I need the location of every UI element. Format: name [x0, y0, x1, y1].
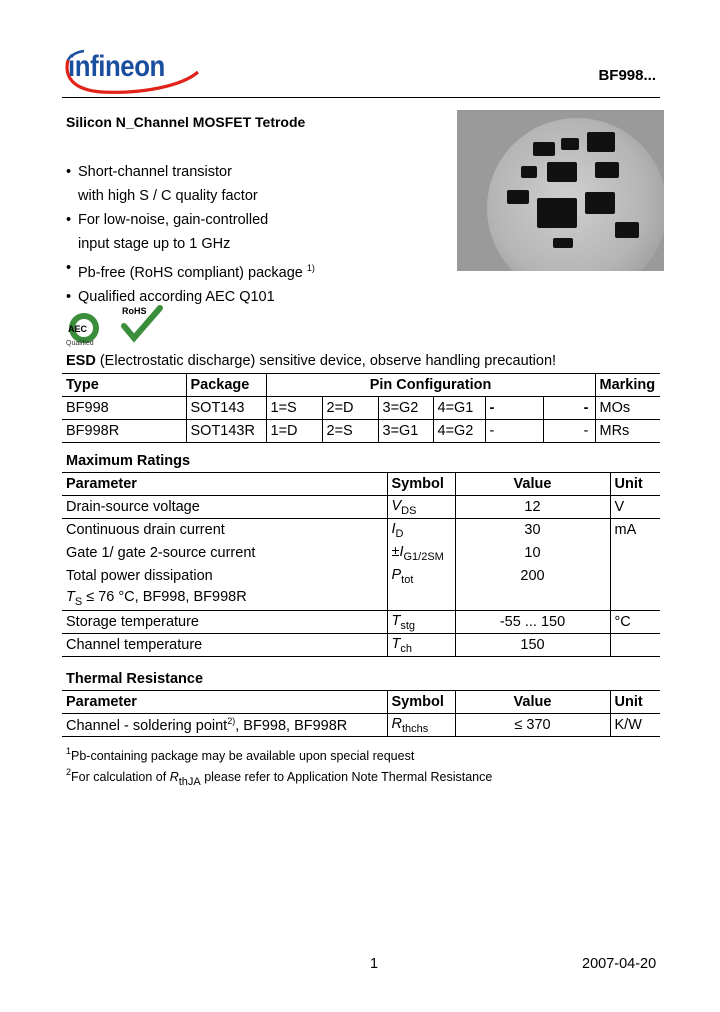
svg-text:Qualified: Qualified — [66, 340, 94, 347]
document-date: 2007-04-20 — [582, 956, 657, 972]
table-row: Channel temperature $T_{ch}$ 150 — [62, 634, 660, 657]
table-row: Channel - soldering point$^{2)}$, BF998, BF998R $R_{thchs}$ ≤ 370 K/W — [62, 714, 660, 737]
footnote: $^2$For calculation of $R_{thJA}$ please refer to Application Note Thermal Resistance — [66, 767, 493, 788]
header-rule — [62, 97, 660, 98]
type-table — [62, 373, 660, 443]
qualification-badges — [62, 304, 172, 348]
table-row: Drain-source voltage $V_{DS}$ 12 V — [62, 496, 660, 519]
feature-list — [66, 160, 315, 309]
feature-item: • Qualified according AEC Q101 — [66, 289, 275, 305]
feature-item: • For low-noise, gain-controlled input stage up to 1 GHz — [66, 212, 269, 252]
marking-header: Marking — [599, 377, 656, 393]
max-ratings-title: Maximum Ratings — [66, 453, 191, 469]
table-row: BF998R SOT143R 1=D 2=S 3=G1 4=G2 - - MRs — [62, 420, 660, 443]
thermal-resistance-table: Parameter Symbol Value Unit Channel - soldering point$^{2)}$, BF998, BF998R $R_{thchs}$ ≤ 370 K/W — [62, 690, 660, 737]
feature-item: • Short-channel transistor with high S / C quality factor — [66, 164, 258, 204]
table-row: $T_S \le 76$ °C, BF998, BF998R — [62, 588, 660, 611]
page-number: 1 — [370, 956, 379, 972]
thermal-resistance-title: Thermal Resistance — [66, 671, 204, 687]
package-photo — [457, 110, 664, 271]
package-header: Package — [186, 374, 266, 397]
table-row: Storage temperature $T_{stg}$ -55 ... 150 °C — [62, 611, 660, 634]
type-header: Type — [62, 374, 186, 397]
svg-text:AEC: AEC — [68, 324, 88, 334]
table-row: BF998 SOT143 1=S 2=D 3=G2 4=G1 - - MOs — [62, 397, 660, 420]
feature-item: • Pb-free (RoHS compliant) package $^{1)}$ — [66, 260, 315, 281]
esd-warning: ESD (Electrostatic discharge) sensitive device, observe handling precaution! — [66, 353, 557, 369]
footnote: $^1$Pb-containing package may be available upon special request — [66, 746, 415, 763]
pin-config-header: Pin Configuration — [266, 374, 595, 397]
part-number: BF998... — [598, 67, 656, 84]
max-ratings-table: Parameter Symbol Value Unit Drain-source voltage $V_{DS}$ 12 V Continuous drain current $I_D$ 30 mA Gate 1/ gate 2-source current $\pm I_{G1/2SM}$ 10 Total power dissipation $P_{tot}$ 200 $T_S \le 76$ °C, BF998, BF998R Storage temperature $T_{stg}$ -55 ... 150 °C Channel temperature $T_{ch}$ 150 — [62, 472, 660, 657]
aec-qualified-badge-icon — [62, 304, 172, 348]
logo-wordmark: infineon — [68, 50, 165, 83]
svg-text:RoHS: RoHS — [122, 306, 147, 316]
table-row: Gate 1/ gate 2-source current $\pm I_{G1/2SM}$ 10 — [62, 542, 660, 565]
table-row: Total power dissipation $P_{tot}$ 200 — [62, 565, 660, 588]
document-subtitle: Silicon N_Channel MOSFET Tetrode — [66, 114, 306, 130]
table-row: Continuous drain current $I_D$ 30 mA — [62, 519, 660, 542]
infineon-logo — [62, 46, 202, 96]
footnotes — [66, 743, 492, 790]
